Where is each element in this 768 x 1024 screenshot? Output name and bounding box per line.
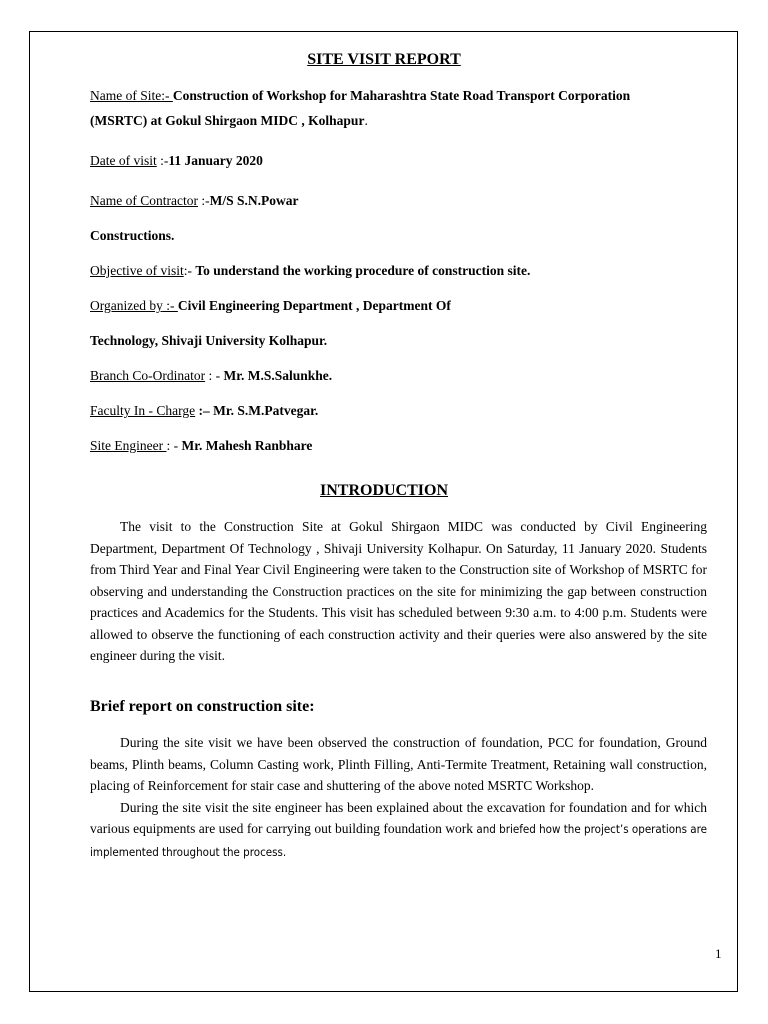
contractor-row bbox=[90, 193, 298, 209]
contractor-separator: :- bbox=[197, 193, 210, 208]
organized-separator: :- bbox=[162, 298, 178, 313]
date-label: Date of visit bbox=[90, 153, 157, 168]
site-name-row-2 bbox=[90, 113, 368, 129]
organized-value: Civil Engineering Department , Department Of bbox=[177, 298, 451, 313]
organized-label: Organized by bbox=[90, 298, 163, 313]
contractor-value-2: Constructions. bbox=[90, 228, 175, 243]
coordinator-label: Branch Co-Ordinator bbox=[90, 368, 206, 383]
brief-paragraph-2-main: During the site visit the site engineer has been explained about the excavation for foundation and for which various equipments are used for carrying out building foundation work bbox=[90, 799, 707, 836]
faculty-label: Faculty In - Charge bbox=[90, 403, 196, 418]
site-name-row bbox=[90, 88, 630, 104]
site-name-value-2: (MSRTC) at Gokul Shirgaon MIDC , Kolhapur bbox=[90, 113, 365, 128]
objective-row bbox=[90, 263, 530, 279]
engineer-row bbox=[90, 438, 312, 454]
contractor-value: M/S S.N.Powar bbox=[209, 193, 299, 208]
brief-paragraph-2 bbox=[90, 797, 707, 864]
organized-row-2 bbox=[90, 333, 327, 349]
brief-report-body bbox=[90, 732, 707, 863]
introduction-paragraph-block bbox=[90, 516, 707, 667]
site-name-separator: :- bbox=[161, 88, 173, 103]
objective-value: To understand the working procedure of construction site. bbox=[195, 263, 531, 278]
page-number: 1 bbox=[715, 946, 722, 961]
site-name-label: Name of Site bbox=[90, 88, 162, 103]
date-value: 11 January 2020 bbox=[168, 153, 263, 168]
date-row bbox=[90, 153, 263, 169]
report-title: SITE VISIT REPORT bbox=[307, 51, 461, 68]
engineer-separator: : - bbox=[166, 438, 182, 453]
introduction-paragraph: The visit to the Construction Site at Gokul Shirgaon MIDC was conducted by Civil Engineering Department, Department Of Technology , Shivaji University Kolhapur. On Saturday, 11 January 2020. Students from Third Year and Final Year Civil Engineering were taken to the Construction site of Workshop of MSRTC for observing and understanding the Construction practices on the site for minimizing the gap between construction practices and Academics for the Students. This visit has scheduled between 9:30 a.m. to 4:00 p.m. Students were allowed to observe the functioning of each construction activity and their queries were also answered by the site engineer during the visit. bbox=[90, 519, 707, 663]
introduction-heading: INTRODUCTION bbox=[319, 482, 448, 499]
objective-label: Objective of visit bbox=[90, 263, 184, 278]
engineer-value: Mr. Mahesh Ranbhare bbox=[181, 438, 313, 453]
coordinator-row bbox=[90, 368, 332, 384]
brief-report-heading: Brief report on construction site: bbox=[90, 698, 315, 715]
coordinator-value: Mr. M.S.Salunkhe. bbox=[223, 368, 333, 383]
site-name-end: . bbox=[364, 113, 368, 128]
faculty-value: Mr. S.M.Patvegar. bbox=[213, 403, 319, 418]
site-name-value: Construction of Workshop for Maharashtra State Road Transport Corporation bbox=[172, 88, 631, 103]
brief-paragraph-2-tail: and briefed how the project’s operations are implemented throughout the process. bbox=[90, 822, 707, 859]
engineer-label: Site Engineer bbox=[90, 438, 167, 453]
contractor-label: Name of Contractor bbox=[90, 193, 198, 208]
objective-separator: :- bbox=[183, 263, 196, 278]
organized-value-2: Technology, Shivaji University Kolhapur. bbox=[90, 333, 328, 348]
brief-paragraph-1: During the site visit we have been observed the construction of foundation, PCC for foundation, Ground beams, Plinth beams, Column Casting work, Plinth Filling, Anti-Termite Treatment, Retaining wall construction, placing of Reinforcement for stair case and shuttering of the above noted MSRTC Workshop. bbox=[90, 735, 707, 793]
contractor-row-2 bbox=[90, 228, 174, 244]
coordinator-separator: : - bbox=[205, 368, 224, 383]
faculty-row bbox=[90, 403, 318, 419]
date-separator: :- bbox=[156, 153, 169, 168]
faculty-separator: :– bbox=[195, 403, 214, 418]
organized-row bbox=[90, 298, 451, 314]
